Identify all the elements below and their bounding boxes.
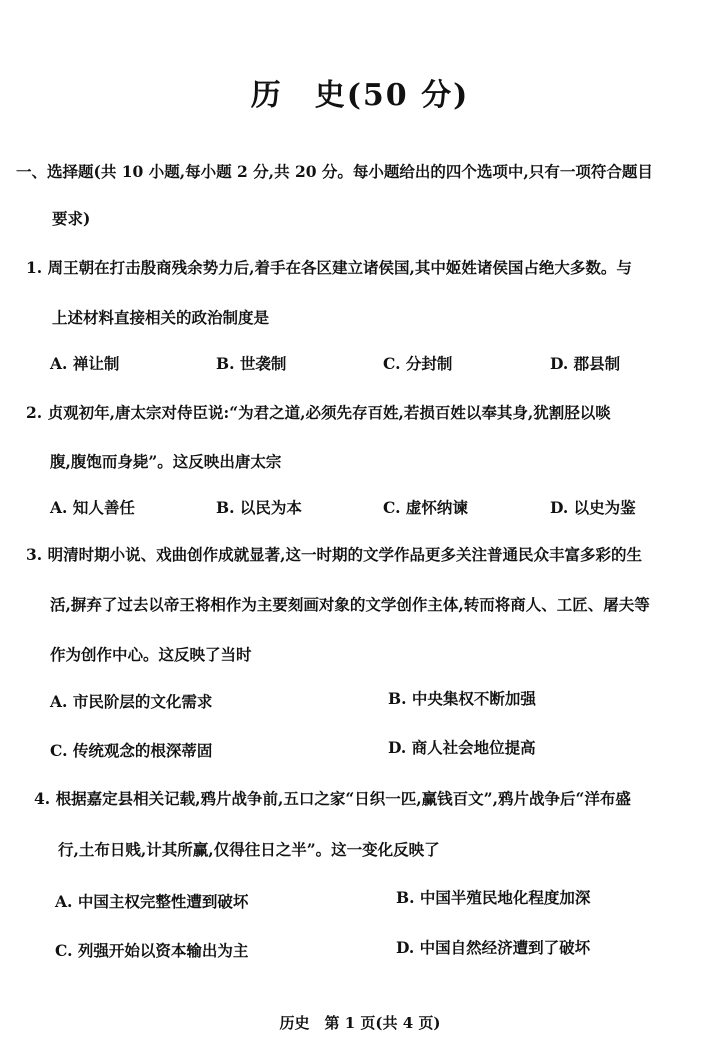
question-text: 1. 周王朝在打击殷商残余势力后,着手在各区建立诸侯国,其中姬姓诸侯国占绝大多数。与	[26, 258, 632, 277]
question-text: 2. 贞观初年,唐太宗对侍臣说:“为君之道,必须先存百姓,若损百姓以奉其身,犹割胫以啖	[26, 403, 611, 422]
option-c: C. 虚怀纳谏	[383, 498, 468, 517]
option-b: B. 世袭制	[216, 354, 287, 373]
question-text: 腹,腹饱而身毙”。这反映出唐太宗	[50, 452, 282, 471]
option-a: A. 市民阶层的文化需求	[50, 692, 213, 711]
option-b: B. 以民为本	[216, 498, 302, 517]
option-d: D. 以史为鉴	[550, 498, 636, 517]
option-c: C. 列强开始以资本输出为主	[55, 941, 249, 960]
page-footer: 历史 第 1 页(共 4 页)	[279, 1014, 441, 1032]
option-c: C. 分封制	[383, 354, 453, 373]
section-heading: 一、选择题(共 10 小题,每小题 2 分,共 20 分。每小题给出的四个选项中,只有一项符合题目	[16, 162, 653, 181]
section-heading-cont: 要求)	[52, 209, 91, 228]
page-title: 历 史(50 分)	[250, 78, 470, 113]
option-a: A. 禅让制	[50, 354, 120, 373]
question-text: 作为创作中心。这反映了当时	[50, 645, 252, 664]
question-text: 3. 明清时期小说、戏曲创作成就显著,这一时期的文学作品更多关注普通民众丰富多彩的生	[26, 545, 642, 564]
option-b: B. 中央集权不断加强	[388, 689, 536, 708]
option-d: D. 商人社会地位提高	[388, 738, 536, 757]
option-d: D. 中国自然经济遭到了破坏	[396, 938, 591, 957]
question-text: 上述材料直接相关的政治制度是	[52, 308, 270, 327]
question-text: 活,摒弃了过去以帝王将相作为主要刻画对象的文学创作主体,转而将商人、工匠、屠夫等	[50, 595, 650, 614]
question-text: 4. 根据嘉定县相关记载,鸦片战争前,五口之家“日织一匹,赢钱百文”,鸦片战争后“洋布盛	[34, 789, 631, 808]
option-a: A. 知人善任	[50, 498, 135, 517]
option-a: A. 中国主权完整性遭到破坏	[55, 892, 249, 911]
option-c: C. 传统观念的根深蒂固	[50, 741, 213, 760]
option-d: D. 郡县制	[550, 354, 621, 373]
option-b: B. 中国半殖民地化程度加深	[396, 888, 591, 907]
question-text: 行,土布日贱,计其所赢,仅得往日之半”。这一变化反映了	[58, 840, 440, 859]
